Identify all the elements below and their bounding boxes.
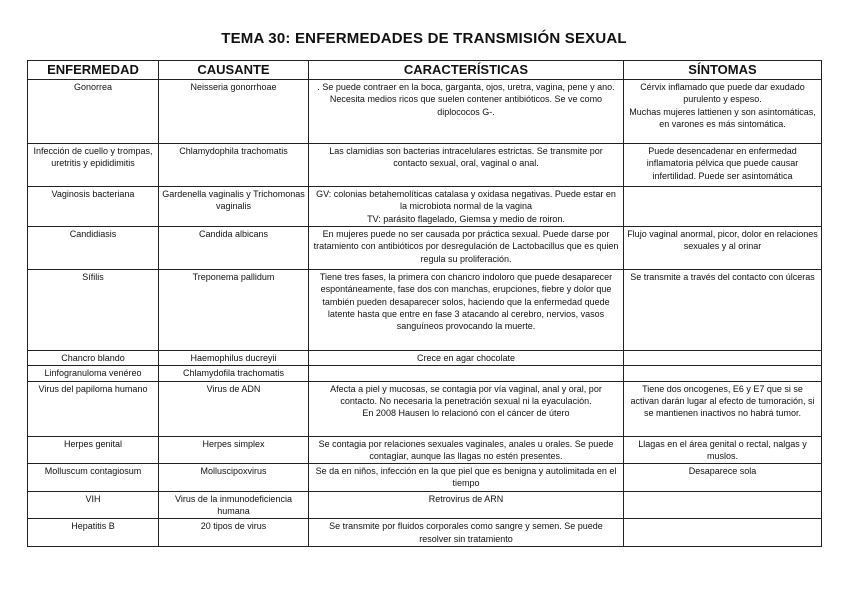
sintomas-line: Cérvix inflamado que puede dar exudado purulento y espeso. xyxy=(640,82,805,105)
header-caracteristicas: CARACTERÍSTICAS xyxy=(309,61,624,80)
cell-causante: Virus de ADN xyxy=(159,381,309,436)
cell-caracteristicas: Tiene tres fases, la primera con chancro indoloro que puede desaparecer espontáneamente, fase dos con manchas, erupciones, fiebre y dolor que también pueden desaparecer solos, haciendo que la enfermedad quede latente hasta que entre en fase 3 atacando al cerebro, nervios, vasos sanguíneos provocando la muerte. xyxy=(309,270,624,351)
cell-sintomas xyxy=(624,366,822,381)
cell-enfermedad: Candidiasis xyxy=(28,227,159,270)
table-row xyxy=(28,464,822,492)
header-row xyxy=(28,61,822,80)
cell-causante: Chlamydofila trachomatis xyxy=(159,366,309,381)
cell-caracteristicas: Las clamidias son bacterias intracelulares estrictas. Se transmite por contacto sexual, oral, vaginal o anal. xyxy=(309,144,624,187)
header-enfermedad: ENFERMEDAD xyxy=(28,61,159,80)
cell-caracteristicas: Se transmite por fluidos corporales como sangre y semen. Se puede resolver sin tratamiento xyxy=(309,519,624,547)
sintomas-line: Desaparece sola xyxy=(688,466,757,477)
cell-sintomas xyxy=(624,436,822,464)
cell-enfermedad: Linfogranuloma venéreo xyxy=(28,366,159,381)
header-sintomas: SÍNTOMAS xyxy=(624,61,822,80)
cell-caracteristicas xyxy=(309,187,624,227)
table-row xyxy=(28,227,822,270)
page-title: TEMA 30: ENFERMEDADES DE TRANSMISIÓN SEXUAL xyxy=(221,30,627,47)
cell-caracteristicas xyxy=(309,381,624,436)
std-table xyxy=(27,60,822,547)
cell-causante: Gardenella vaginalis y Trichomonas vaginalis xyxy=(159,187,309,227)
table-row xyxy=(28,491,822,519)
table-row xyxy=(28,187,822,227)
cell-caracteristicas: En mujeres puede no ser causada por práctica sexual. Puede darse por tratamiento con antibióticos por desregulación de Lactobacillus que es quien regula su proliferación. xyxy=(309,227,624,270)
table-row xyxy=(28,80,822,144)
cell-caracteristicas xyxy=(309,366,624,381)
cell-enfermedad: Virus del papiloma humano xyxy=(28,381,159,436)
cell-sintomas xyxy=(624,144,822,187)
cell-causante: Treponema pallidum xyxy=(159,270,309,351)
sintomas-line: Se transmite a través del contacto con úlceras xyxy=(630,272,815,282)
cell-sintomas xyxy=(624,491,822,519)
caracteristicas-line: TV: parásito flagelado, Giemsa y medio de roiron. xyxy=(367,213,565,224)
table-row xyxy=(28,270,822,351)
cell-causante: 20 tipos de virus xyxy=(159,519,309,547)
sintomas-line: Flujo vaginal anormal, picor, dolor en relaciones sexuales y al orinar xyxy=(627,229,818,252)
header-causante: CAUSANTE xyxy=(159,61,309,80)
sintomas-line: Tiene dos oncogenes, E6 y E7 que si se activan darán lugar al efecto de tumoración, si se mantienen inactivos no habrá tumor. xyxy=(630,383,815,419)
cell-causante: Chlamydophila trachomatis xyxy=(159,144,309,187)
table-row xyxy=(28,519,822,547)
table-row xyxy=(28,381,822,436)
cell-enfermedad: Chancro blando xyxy=(28,351,159,366)
cell-causante: Molluscipoxvirus xyxy=(159,464,309,492)
table-body xyxy=(28,80,822,547)
cell-enfermedad: Hepatitis B xyxy=(28,519,159,547)
cell-sintomas xyxy=(624,464,822,492)
cell-caracteristicas: Crece en agar chocolate xyxy=(309,351,624,366)
cell-causante: Herpes simplex xyxy=(159,436,309,464)
cell-sintomas xyxy=(624,519,822,547)
cell-enfermedad: Infección de cuello y trompas, uretritis y epididimitis xyxy=(28,144,159,187)
table-row xyxy=(28,436,822,464)
table-row xyxy=(28,351,822,366)
cell-causante: Virus de la inmunodeficiencia humana xyxy=(159,491,309,519)
cell-enfermedad: Sífilis xyxy=(28,270,159,351)
cell-sintomas xyxy=(624,227,822,270)
cell-sintomas xyxy=(624,351,822,366)
cell-enfermedad: Herpes genital xyxy=(28,436,159,464)
cell-sintomas xyxy=(624,381,822,436)
caracteristicas-line: GV: colonias betahemolíticas catalasa y oxidasa negativas. Puede estar en la microbiota normal de la vagina xyxy=(316,189,616,212)
cell-caracteristicas: Se da en niños, infección en la que piel que es benigna y autolimitada en el tiempo xyxy=(309,464,624,492)
cell-enfermedad: Gonorrea xyxy=(28,80,159,144)
table-row xyxy=(28,144,822,187)
cell-caracteristicas: Retrovirus de ARN xyxy=(309,491,624,519)
cell-caracteristicas: . Se puede contraer en la boca, garganta, ojos, uretra, vagina, pene y ano. Necesita medios ricos que suelen contener antibióticos. Se ve como diplococos G-. xyxy=(309,80,624,144)
cell-enfermedad: Vaginosis bacteriana xyxy=(28,187,159,227)
cell-sintomas xyxy=(624,270,822,351)
cell-causante: Haemophilus ducreyii xyxy=(159,351,309,366)
cell-enfermedad: Molluscum contagiosum xyxy=(28,464,159,492)
table-row xyxy=(28,366,822,381)
sintomas-line: Muchas mujeres lattienen y son asintomáticas, en varones es más sintomática. xyxy=(629,106,816,129)
caracteristicas-line: En 2008 Hausen lo relacionó con el cáncer de útero xyxy=(362,408,570,419)
sintomas-line: Llagas en el área genital o rectal, nalgas y muslos. xyxy=(638,438,807,461)
sintomas-line: Puede desencadenar en enfermedad inflamatoria pélvica que puede causar infertilidad. Puede ser asintomática xyxy=(646,146,799,181)
caracteristicas-line: Afecta a piel y mucosas, se contagia por vía vaginal, anal y oral, por contacto. No necesaria la penetración sexual ni la eyaculación. xyxy=(330,383,602,406)
cell-causante: Candida albicans xyxy=(159,227,309,270)
cell-sintomas xyxy=(624,187,822,227)
cell-caracteristicas: Se contagia por relaciones sexuales vaginales, anales u orales. Se puede contagiar, aunque las llagas no estén presentes. xyxy=(309,436,624,464)
cell-enfermedad: VIH xyxy=(28,491,159,519)
cell-causante: Neisseria gonorrhoae xyxy=(159,80,309,144)
cell-sintomas xyxy=(624,80,822,144)
